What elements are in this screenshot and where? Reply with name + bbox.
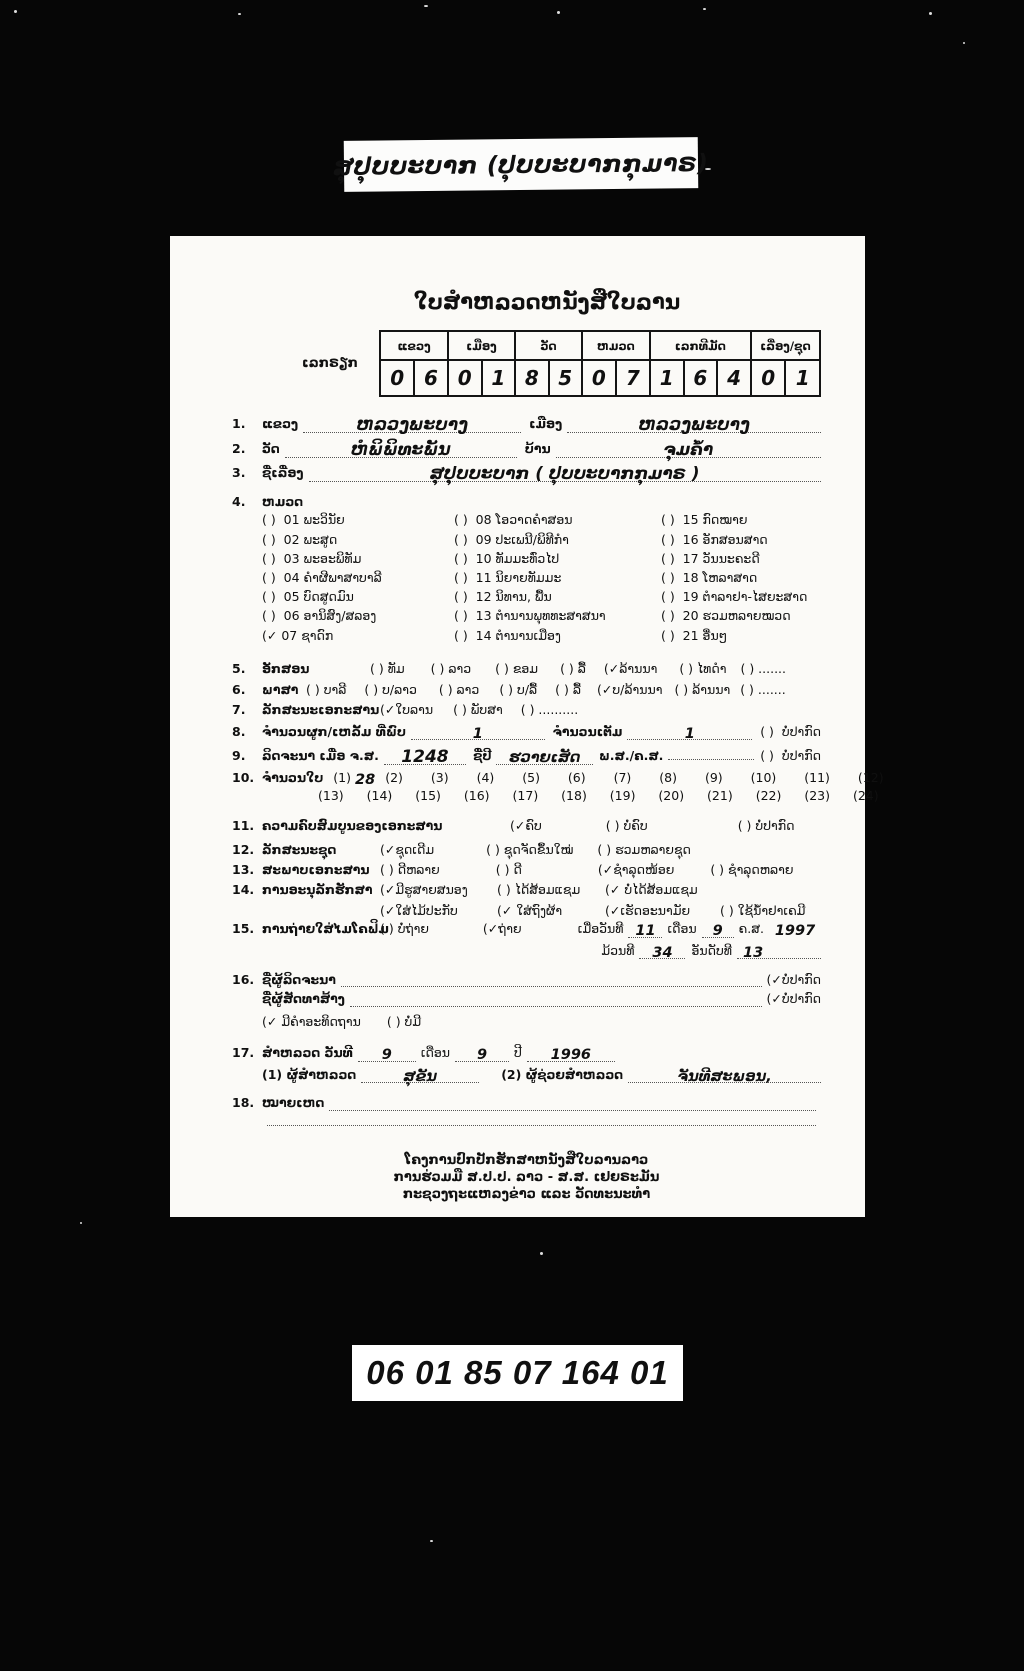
- handwritten-field: [361, 1068, 479, 1084]
- handwritten-value: 9: [476, 1047, 488, 1064]
- field-label: ຄ.ສ.: [738, 921, 764, 937]
- field-label: ມ້ວນທີ: [601, 942, 635, 958]
- handwritten-value: 1: [472, 725, 483, 742]
- checkbox-option: ( ) 13 ຕຳນານພຸທທະສາສນາ: [454, 608, 606, 624]
- handwritten-field: [285, 440, 517, 458]
- handwritten-digit: 0: [761, 366, 776, 390]
- form-item-16-line2: [232, 992, 821, 1006]
- checkbox-option: ( ) 17 ວັນນະຄະດີ: [661, 550, 760, 566]
- scan-speckle: [238, 13, 241, 15]
- code-digit-cell: [380, 360, 414, 396]
- code-table-block: [232, 330, 821, 397]
- checkbox-option: (✓ຖ່າຍ: [482, 921, 522, 937]
- leaf-count-slots: (2) (3) (4) (5) (6) (7) (8) (9) (10) (11) (12): [385, 770, 884, 786]
- cover-title-text: ສຸປຸບບະບາກ (ປຸບບະບາກກຸມາຣ): [333, 148, 709, 181]
- code-digit-cell: [414, 360, 448, 396]
- item-number: 15.: [232, 921, 255, 937]
- form-item-14: [232, 883, 821, 897]
- handwritten-value: 1996: [550, 1047, 592, 1064]
- checkbox-option: (✓ບ/ລ້ານນາ: [597, 682, 663, 698]
- form-page: [170, 236, 884, 1217]
- leaf-count-slot: (1): [333, 770, 352, 786]
- checkbox-option: ( ) 20 ຮວມຫລາຍໝວດ: [661, 608, 791, 624]
- checkbox-option: ( ) ຮວມຫລາຍຊຸດ: [597, 841, 691, 857]
- id-code-text: 06 01 85 07 164 01: [366, 1354, 669, 1391]
- dotted-blank: [350, 1004, 762, 1007]
- handwritten-field: [384, 747, 466, 768]
- scan-speckle: [14, 10, 17, 13]
- checkbox-option: ( ) .......: [740, 660, 786, 676]
- form-item-1: [232, 415, 821, 433]
- field-label: ການຖ່າຍໃສ່ໄມໂຄຟິມ: [262, 921, 390, 937]
- scan-speckle: [929, 12, 932, 15]
- code-digit-cell: [515, 360, 548, 396]
- checkbox-option: ( ) ບໍ່ປາກົດ: [760, 723, 821, 739]
- checkbox-option: ( ) 02 ພະສູດ: [262, 531, 338, 547]
- form-item-11: [232, 819, 821, 833]
- item-number: 8.: [232, 723, 246, 739]
- dotted-blank: [329, 1108, 816, 1111]
- handwritten-field: [496, 749, 593, 765]
- item-number: 9.: [232, 748, 246, 764]
- checkbox-option: (✓ຊຳລຸດໜ້ອຍ: [597, 861, 675, 877]
- checkbox-option: (✓ ໃສ່ຖົງຜ້າ: [497, 902, 563, 918]
- form-item-14-line2: [232, 904, 821, 918]
- field-label: ອັກສອນ: [262, 660, 310, 676]
- leaf-count-slots: (13) (14) (15) (16) (17) (18) (19) (20) (21) (22) (23) (24): [318, 787, 879, 803]
- checkbox-option: ( ) 04 ຄຳຜີພາສາບາລີ: [262, 569, 382, 585]
- field-label: ການອະນຸລັກຮັກສາ: [262, 882, 373, 898]
- item-number: 12.: [232, 841, 255, 857]
- handwritten-value: 1: [684, 725, 695, 742]
- form-item-17: [232, 1046, 821, 1062]
- handwritten-value: 1248: [401, 747, 449, 768]
- checkbox-option: ( ) ລື້: [555, 682, 581, 698]
- field-label: ລັກສະນະເອກະສານ: [262, 702, 380, 718]
- code-digit-cell: [717, 360, 751, 396]
- checkbox-option: ( ) ຊຳລຸດຫລາຍ: [710, 861, 794, 877]
- form-item-16-line3: [232, 1015, 821, 1029]
- field-label: ພ.ສ./ຄ.ສ.: [598, 748, 664, 764]
- checkbox-option: (✓ຊຸດເດີມ: [380, 841, 435, 857]
- field-label: ພາສາ: [262, 682, 299, 698]
- item-number: 17.: [232, 1045, 255, 1061]
- checkbox-option: ( ) ບ/ລື້: [499, 682, 538, 698]
- checkbox-option: ( ) ຊຸດຈັດຂຶ້ນໃໝ່: [486, 841, 574, 857]
- checkbox-option: ( ) 01 ພະວິນັຍ: [262, 512, 345, 528]
- checkbox-option: ( ) 19 ຕຳລາຢາ-ໄສຍະສາດ: [661, 589, 808, 605]
- checkbox-option: ( ) ບໍ່ຄົບ: [605, 818, 648, 834]
- item-number: 13.: [232, 861, 255, 877]
- handwritten-digit: 0: [591, 366, 606, 390]
- field-label: ຄວາມຄົບສົມບູນຂອງເອກະສານ: [262, 818, 443, 834]
- handwritten-field: [639, 944, 685, 960]
- category-column-3: [661, 512, 821, 646]
- code-table-digit-row: [380, 360, 820, 396]
- checkbox-option: ( ) 09 ປະເພນີ/ພິທີກຳ: [454, 531, 569, 547]
- field-label: ຈຳນວນເຕັມ: [552, 723, 623, 739]
- handwritten-digit: 1: [491, 366, 506, 390]
- form-item-16: [232, 973, 821, 987]
- handwritten-digit: 4: [727, 366, 742, 390]
- item-number: 5.: [232, 660, 246, 676]
- code-table-header: ຫມວດ: [582, 331, 650, 360]
- checkbox-option: ( ) ບໍ່ປາກົດ: [737, 818, 795, 834]
- checkbox-option: (✓ຄົບ: [510, 818, 542, 834]
- form-item-15-line2: [232, 944, 821, 960]
- code-table-header: ເລກທີມັດ: [650, 331, 751, 360]
- code-digit-cell: [616, 360, 650, 396]
- cover-title-label: [333, 137, 709, 192]
- field-label: ຊື່ຜູ້ສັດທາສ້າງ: [262, 991, 345, 1007]
- field-label: ເມືອງ: [529, 416, 563, 431]
- form-item-15: [232, 922, 821, 938]
- item-number: 10.: [232, 770, 255, 786]
- handwritten-value: ຈັນທີສະພອນ,: [677, 1068, 772, 1085]
- handwritten-value: 9: [381, 1047, 392, 1064]
- checkbox-option: ( ) ລື້: [560, 660, 586, 676]
- code-digit-cell: [684, 360, 718, 396]
- checkbox-option: ( ) ບໍ່ຖ່າຍ: [380, 921, 429, 937]
- checkbox-option: ( ) ລາວ: [438, 682, 480, 698]
- checkbox-option: (✓ໃບລານ: [380, 702, 434, 718]
- code-digit-cell: [751, 360, 786, 396]
- handwritten-digit: 0: [457, 366, 472, 390]
- checkbox-option: ( ) 06 ອານິສົງ/ສລອງ: [262, 608, 377, 624]
- handwritten-value: 1997: [774, 923, 816, 940]
- code-digit-cell: [650, 360, 684, 396]
- scan-speckle: [430, 1540, 433, 1542]
- handwritten-value: ຈຸມຄ້ຳ: [663, 440, 714, 460]
- form-item-4: [232, 495, 821, 509]
- code-digit-cell: [482, 360, 516, 396]
- form-item-3: [232, 464, 821, 482]
- item-number: 11.: [232, 818, 255, 834]
- field-label: ໝາຍເຫດ: [262, 1095, 325, 1111]
- handwritten-field: [309, 464, 821, 482]
- scan-speckle: [80, 1222, 82, 1224]
- id-code-plate: [352, 1345, 683, 1401]
- field-label: ປີ: [514, 1045, 522, 1061]
- footer-note: [232, 1152, 821, 1203]
- handwritten-value: 11: [635, 923, 656, 940]
- handwritten-field: [702, 922, 734, 938]
- microfilm-date-line: [578, 922, 821, 938]
- form-item-9: [232, 747, 821, 768]
- code-digit-cell: [582, 360, 616, 396]
- handwritten-digit: 0: [390, 366, 405, 390]
- handwritten-value: ຫລວງພະບາງ: [356, 415, 468, 435]
- code-digit-cell: [549, 360, 582, 396]
- field-label: ຈຳນວນຜູກ/ເຫລັ້ມ ທີ່ພົບ: [262, 723, 406, 739]
- handwritten-field: [556, 440, 821, 458]
- checkbox-option: ( ) ບາລີ: [306, 682, 347, 698]
- code-table: [379, 330, 821, 397]
- field-label: ຊື່ເລື່ອງ: [262, 465, 304, 480]
- handwritten-digit: 7: [625, 366, 640, 390]
- code-table-header-row: [380, 331, 820, 360]
- checkbox-option: ( ) ດີຫລາຍ: [380, 861, 440, 877]
- scan-speckle: [557, 11, 560, 14]
- handwritten-value: 13: [743, 944, 764, 961]
- checkbox-option: ( ) ຂອມ: [495, 660, 539, 676]
- form-item-8: [232, 725, 821, 741]
- checkbox-option: (✓ ບໍ່ໄດ້ສ້ອມແຊມ: [605, 882, 698, 898]
- dotted-blank: [341, 984, 762, 987]
- field-label: ເດືອນ: [420, 1045, 451, 1061]
- handwritten-field: [769, 922, 821, 940]
- checkbox-option: ( ) ໃຊ້ນ້ຳຢາເຄມີ: [720, 902, 806, 918]
- checkbox-option: (✓ລ້ານນາ: [603, 660, 658, 676]
- checkbox-option: (✓ເຮັດອະນາມັຍ: [605, 902, 691, 918]
- field-label: ສຳຫລວດ ວັນທີ: [262, 1045, 353, 1061]
- checkbox-option: ( ) 05 ບົດສູດມົນ: [262, 589, 354, 605]
- field-label: ຈຳນວນໃບ: [262, 770, 324, 786]
- handwritten-digit: 1: [659, 366, 674, 390]
- checkbox-option: ( ) ພັບສາ: [453, 702, 503, 718]
- code-table-header: ເລື່ອງ/ຊຸດ: [751, 331, 820, 360]
- checkbox-option: (✓ບໍ່ປາກົດ: [766, 972, 821, 988]
- form-item-18: [232, 1096, 821, 1110]
- form-item-2: [232, 440, 821, 458]
- field-label: ແຂວງ: [262, 416, 299, 431]
- handwritten-field: [455, 1046, 509, 1062]
- field-label: ລັກສະນະຊຸດ: [262, 841, 337, 857]
- checkbox-option: ( ) 11 ນິຍາຍທັມມະ: [454, 569, 562, 585]
- handwritten-field: [567, 415, 821, 433]
- field-label: ຊື່ຜູ້ລິດຈະນາ: [262, 972, 336, 988]
- handwritten-value: 28: [355, 772, 376, 789]
- item-number: 16.: [232, 972, 255, 988]
- code-table-header: ວັດ: [515, 331, 582, 360]
- checkbox-option: ( ) 10 ທັມມະທົ່ວໄປ: [454, 550, 560, 566]
- handwritten-value: ສຸປຸບບະບາກ ( ປຸບບະບາກກຸມາຣ ): [429, 464, 700, 484]
- checkbox-option: ( ) ບໍ່ປາກົດ: [760, 748, 821, 764]
- checkbox-option: ( ) ໄດ້ສ້ອມແຊມ: [497, 882, 581, 898]
- handwritten-digit: 6: [424, 366, 438, 390]
- checkbox-option: ( ) ດີ: [495, 861, 522, 877]
- scan-speckle: [424, 5, 428, 7]
- form-item-13: [232, 863, 821, 877]
- category-column-2: [454, 512, 661, 646]
- field-label: ວັດ: [262, 441, 280, 456]
- field-label: ເດືອນ: [667, 921, 697, 937]
- item-number: 1.: [232, 416, 246, 431]
- field-label: ບ້ານ: [524, 441, 551, 456]
- scan-speckle: [540, 1252, 543, 1255]
- checkbox-option: ( ) 08 ໂອວາດຄຳສອນ: [454, 512, 573, 528]
- form-item-17-line2: [232, 1068, 821, 1084]
- scan-speckle: [703, 8, 706, 10]
- checkbox-option: ( ) 14 ຕຳນານເມືອງ: [454, 627, 561, 643]
- handwritten-value: ຫລວງພະບາງ: [638, 415, 750, 435]
- form-item-6: [232, 683, 821, 697]
- checkbox-option: ( ) 18 ໂຫລາສາດ: [661, 569, 758, 585]
- field-label: ຊື່ປີ: [473, 748, 492, 764]
- footer-line: ການຮ່ວມມື ສ.ປ.ປ. ລາວ - ສ.ສ. ເຢຍຣະມັນ: [393, 1169, 660, 1185]
- checkbox-option: (✓ບໍ່ປາກົດ: [766, 991, 821, 1007]
- handwritten-value: ຮວາຍເສັດ: [509, 750, 581, 767]
- checkbox-option: ( ) 21 ອື່ນໆ: [661, 627, 728, 643]
- code-digit-cell: [785, 360, 820, 396]
- handwritten-value: 9: [712, 923, 723, 940]
- item-number: 7.: [232, 702, 246, 718]
- checkbox-option: ( ) .......: [740, 682, 786, 698]
- scan-speckle: [963, 42, 965, 44]
- code-table-header: ແຂວງ: [380, 331, 448, 360]
- handwritten-field: [411, 725, 545, 741]
- footer-line: ໂຄງການປົກປັກຮັກສາຫນັງສືໃບລານລາວ: [404, 1152, 649, 1168]
- form-item-12: [232, 843, 821, 857]
- checkbox-option: ( ) ..........: [520, 702, 579, 718]
- checkbox-option: (✓ໃສ່ໄມ້ປະກັບ: [380, 902, 458, 918]
- form-item-18-line2: [232, 1123, 821, 1126]
- checkbox-option: (✓ມີຮູສາຍສນອງ: [380, 882, 468, 898]
- handwritten-digit: 6: [693, 366, 708, 390]
- handwritten-field: [303, 415, 521, 433]
- checkbox-option: ( ) ບໍ່ມີ: [386, 1013, 422, 1029]
- form-title: ໃບສຳຫລວດຫນັງສືໃບລານ: [414, 290, 681, 314]
- form-item-10: [232, 770, 884, 789]
- handwritten-digit: 8: [524, 366, 539, 390]
- code-table-header: ເມືອງ: [448, 331, 515, 360]
- handwritten-value: ສຸຂັນ: [403, 1068, 437, 1085]
- checkbox-option: ( ) 12 ນິທານ, ພື້ນ: [454, 589, 552, 605]
- item-number: 6.: [232, 682, 246, 698]
- handwritten-field: [627, 725, 752, 741]
- field-label: ສະພາບເອກະສານ: [262, 861, 370, 877]
- category-checkbox-columns: [262, 512, 821, 646]
- checkbox-option: ( ) 15 ກົດໝາຍ: [661, 512, 748, 528]
- checkbox-option: ( ) 03 ພະອະພິທັມ: [262, 550, 362, 566]
- field-label: ລິດຈະນາ ເມື່ອ ຈ.ສ.: [262, 748, 379, 764]
- item-number: 14.: [232, 882, 255, 898]
- checkbox-option: ( ) ທັມ: [370, 660, 405, 676]
- field-label: ອັນດັບທີ: [691, 942, 732, 958]
- field-label: (2) ຜູ້ຊ່ວຍສຳຫລວດ: [501, 1066, 624, 1082]
- handwritten-digit: 5: [558, 366, 573, 390]
- form-item-10-line2: [232, 787, 879, 803]
- checkbox-option: (✓ ມີຄຳອະທິດຖານ: [262, 1013, 361, 1029]
- checkbox-option: ( ) 16 ອັກສອນສາດ: [661, 531, 768, 547]
- checkbox-option: ( ) ໄທດຳ: [679, 660, 727, 676]
- footer-line: ກະຊວງຖະແຫລງຂ່າວ ແລະ ວັດທະນະທຳ: [402, 1186, 651, 1202]
- form-item-7: [232, 703, 821, 717]
- code-digit-cell: [448, 360, 482, 396]
- dotted-blank: [267, 1123, 816, 1126]
- checkbox-option: ( ) ລ້ານນາ: [674, 682, 731, 698]
- handwritten-value: 34: [652, 944, 673, 961]
- handwritten-field: [358, 1046, 416, 1062]
- code-table-row-label: ເລກຣຽກ: [302, 356, 358, 371]
- handwritten-field: [628, 922, 662, 938]
- handwritten-field: [737, 944, 821, 960]
- handwritten-field: [668, 747, 754, 760]
- field-label: ເມື່ອວັນທີ: [577, 921, 624, 937]
- form-item-5: [232, 662, 821, 676]
- handwritten-value: ຫໍພິພິທະພັນ: [350, 440, 451, 460]
- field-label: (1) ຜູ້ສຳຫລວດ: [262, 1066, 357, 1082]
- checkbox-option: (✓ 07 ຊາດົກ: [262, 627, 334, 643]
- microfilm-roll-line: [601, 944, 821, 960]
- field-label: ຫມວດ: [262, 494, 304, 509]
- item-number: 18.: [232, 1095, 255, 1111]
- handwritten-digit: 1: [795, 366, 810, 390]
- item-number: 3.: [232, 465, 246, 480]
- category-column-1: [262, 512, 454, 646]
- checkbox-option: ( ) ບ/ລາວ: [364, 682, 417, 698]
- handwritten-field: [527, 1046, 615, 1062]
- item-number: 2.: [232, 441, 246, 456]
- item-number: 4.: [232, 494, 246, 509]
- handwritten-field: [628, 1068, 821, 1084]
- checkbox-option: ( ) ລາວ: [430, 660, 472, 676]
